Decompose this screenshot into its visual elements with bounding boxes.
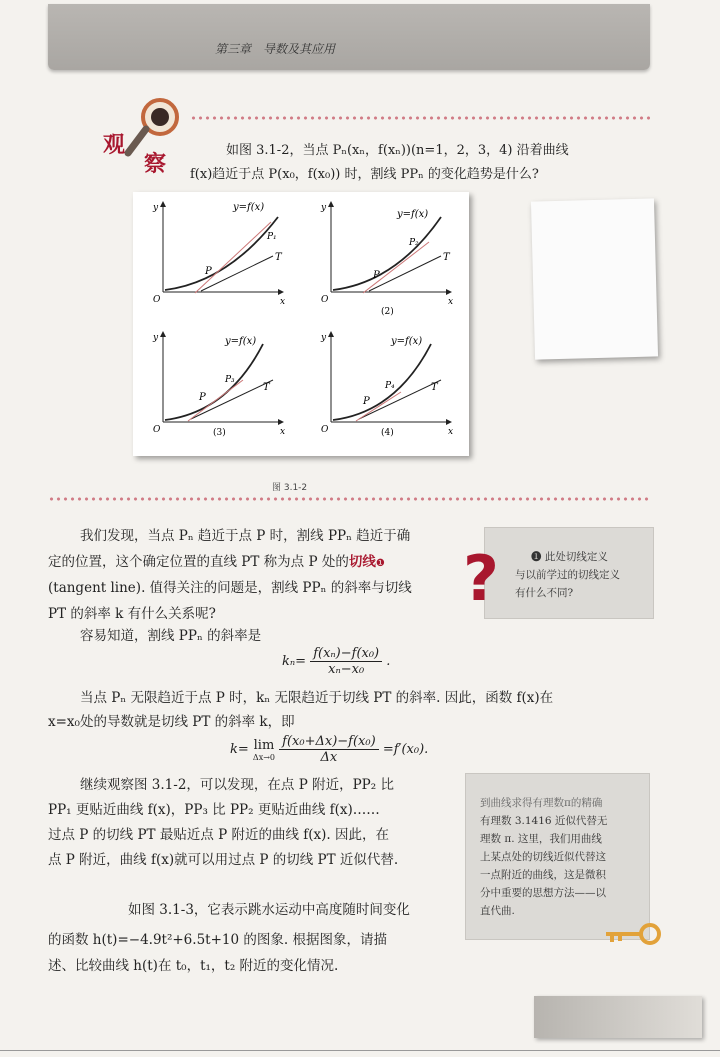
figure-caption: 图 3.1-2	[272, 483, 308, 493]
point-label-2: P₂	[409, 238, 419, 248]
question-mark-icon: ?	[463, 542, 499, 615]
side-note-box-1	[463, 527, 654, 619]
yaxis-3: y	[153, 333, 159, 343]
func-label-2: y=f(x)	[397, 209, 429, 220]
yaxis-1: y	[153, 203, 159, 213]
xaxis-1: x	[280, 297, 286, 307]
para5-line3: 述、比较曲线 h(t)在 t₀，t₁，t₂ 附近的变化情况.	[48, 958, 339, 974]
point-label-4: P₄	[385, 381, 395, 391]
t-label-3: T	[263, 382, 270, 393]
key-icon	[600, 920, 664, 952]
f2-limit	[253, 738, 275, 762]
figure-graphs	[133, 192, 469, 456]
para1-line1: 我们发现，当点 Pₙ 趋近于点 P 时，割线 PPₙ 趋近于确	[80, 528, 411, 544]
para4-line4: 点 P 附近，曲线 f(x)就可以用过点 P 的切线 PT 近似代替.	[48, 852, 399, 868]
para3-line1: 当点 Pₙ 无限趋近于点 P 时，kₙ 无限趋近于切线 PT 的斜率. 因此，函数 f(x)在	[80, 690, 554, 706]
func-label-1: y=f(x)	[233, 202, 265, 213]
f2-lhs: k=	[230, 742, 249, 757]
side2-line1: 到曲线求得有理数π的精确	[480, 797, 603, 809]
observe-char-1: 观	[103, 132, 126, 158]
bottom-rule	[0, 1050, 720, 1051]
side2-line2: 有理数 3.1416 近似代替无	[480, 815, 608, 827]
f1-numerator: f(xₙ)−f(x₀)	[310, 646, 382, 662]
yaxis-4: y	[321, 333, 327, 343]
t-label-2: T	[443, 252, 450, 263]
para4-line1: 继续观察图 3.1-2，可以发现，在点 P 附近，PP₂ 比	[80, 777, 394, 793]
observe-char-2: 察	[144, 151, 167, 177]
side1-line2: 与以前学过的切线定义	[515, 569, 620, 581]
origin-4: O	[321, 425, 329, 435]
footnote-marker: ❶	[375, 558, 385, 569]
f1-lhs: kₙ=	[282, 654, 307, 669]
page-footer-bar	[534, 996, 702, 1038]
xaxis-4: x	[448, 427, 454, 437]
side2-line4: 上某点处的切线近似代替这	[480, 851, 606, 863]
bottom-dotted-rule	[48, 497, 650, 501]
xaxis-3: x	[280, 427, 286, 437]
side-note-box-2	[465, 773, 650, 940]
side2-line5: 一点附近的曲线，这是微积	[480, 869, 606, 881]
formula-secant-slope	[282, 646, 390, 677]
para3-line2: x=x₀处的导数就是切线 PT 的斜率 k，即	[48, 714, 295, 730]
origin-2: O	[321, 295, 329, 305]
graph-panel-2	[320, 202, 453, 317]
func-label-4: y=f(x)	[391, 336, 423, 347]
t-label-4: T	[431, 382, 438, 393]
origin-3: O	[153, 425, 161, 435]
para5-line2: 的函数 h(t)=−4.9t²+6.5t+10 的图象. 根据图象，请描	[48, 932, 387, 948]
formula-derivative	[230, 734, 428, 765]
p-label-2: P	[373, 270, 380, 281]
graph-panel-1	[152, 202, 285, 307]
figure-panel	[133, 192, 469, 456]
f1-end: .	[386, 654, 391, 669]
side2-line3: 理数 π. 这里，我们用曲线	[480, 833, 602, 845]
term-tangent: 切线	[348, 554, 376, 570]
xaxis-2: x	[448, 297, 454, 307]
para4-line2: PP₁ 更贴近曲线 f(x)，PP₃ 比 PP₂ 更贴近曲线 f(x)……	[48, 802, 380, 818]
para1-line4: PT 的斜率 k 有什么关系呢?	[48, 606, 216, 622]
f2-denominator: Δx	[320, 750, 338, 765]
para1-line3: (tangent line). 值得关注的问题是，割线 PPₙ 的斜率与切线	[48, 580, 412, 596]
para5-line1: 如图 3.1-3，它表示跳水运动中高度随时间变化	[128, 902, 410, 918]
blank-note-card	[531, 198, 658, 359]
point-label-1: P₁	[267, 232, 277, 242]
chapter-title: 第三章 导数及其应用	[215, 42, 336, 56]
panel-number-4: (4)	[381, 428, 394, 438]
side1-line3: 有什么不同?	[515, 587, 574, 599]
f1-denominator: xₙ−x₀	[328, 662, 365, 677]
p-label-3: P	[199, 392, 206, 403]
para4-line3: 过点 P 的切线 PT 最贴近点 P 附近的曲线 f(x). 因此，在	[48, 827, 390, 843]
p-label-4: P	[363, 396, 370, 407]
panel-number-3: (3)	[213, 428, 226, 438]
f1-fraction	[310, 646, 382, 677]
point-label-3: P₃	[225, 375, 235, 385]
f2-fraction	[279, 734, 379, 765]
f2-lim-sub: Δx→0	[252, 752, 276, 762]
chapter-header	[48, 4, 650, 70]
para1-line2-text: 定的位置，这个确定位置的直线 PT 称为点 P 处的	[48, 554, 349, 570]
panel-number-2: (2)	[381, 307, 394, 317]
t-label-1: T	[275, 252, 282, 263]
side1-line1: ❶ 此处切线定义	[531, 551, 608, 563]
f2-numerator: f(x₀+Δx)−f(x₀)	[279, 734, 379, 750]
para1-line2	[48, 549, 385, 577]
observe-line-2: f(x)趋近于点 P(x₀，f(x₀)) 时，割线 PPₙ 的变化趋势是什么?	[190, 167, 539, 182]
graph-panel-3	[152, 332, 285, 438]
observe-line-1: 如图 3.1-2，当点 Pₙ(xₙ，f(xₙ))(n=1，2，3，4) 沿着曲线	[226, 143, 569, 158]
graph-panel-4	[320, 332, 453, 438]
side2-line7: 直代曲.	[480, 905, 515, 917]
side2-line6: 分中重要的思想方法——以	[480, 887, 606, 899]
f2-lim: lim	[253, 737, 275, 753]
yaxis-2: y	[321, 203, 327, 213]
para2: 容易知道，割线 PPₙ 的斜率是	[80, 628, 262, 644]
func-label-3: y=f(x)	[225, 336, 257, 347]
origin-1: O	[153, 295, 161, 305]
f2-rhs: =f′(x₀).	[382, 742, 429, 757]
top-dotted-rule	[190, 116, 650, 120]
p-label-1: P	[205, 266, 212, 277]
